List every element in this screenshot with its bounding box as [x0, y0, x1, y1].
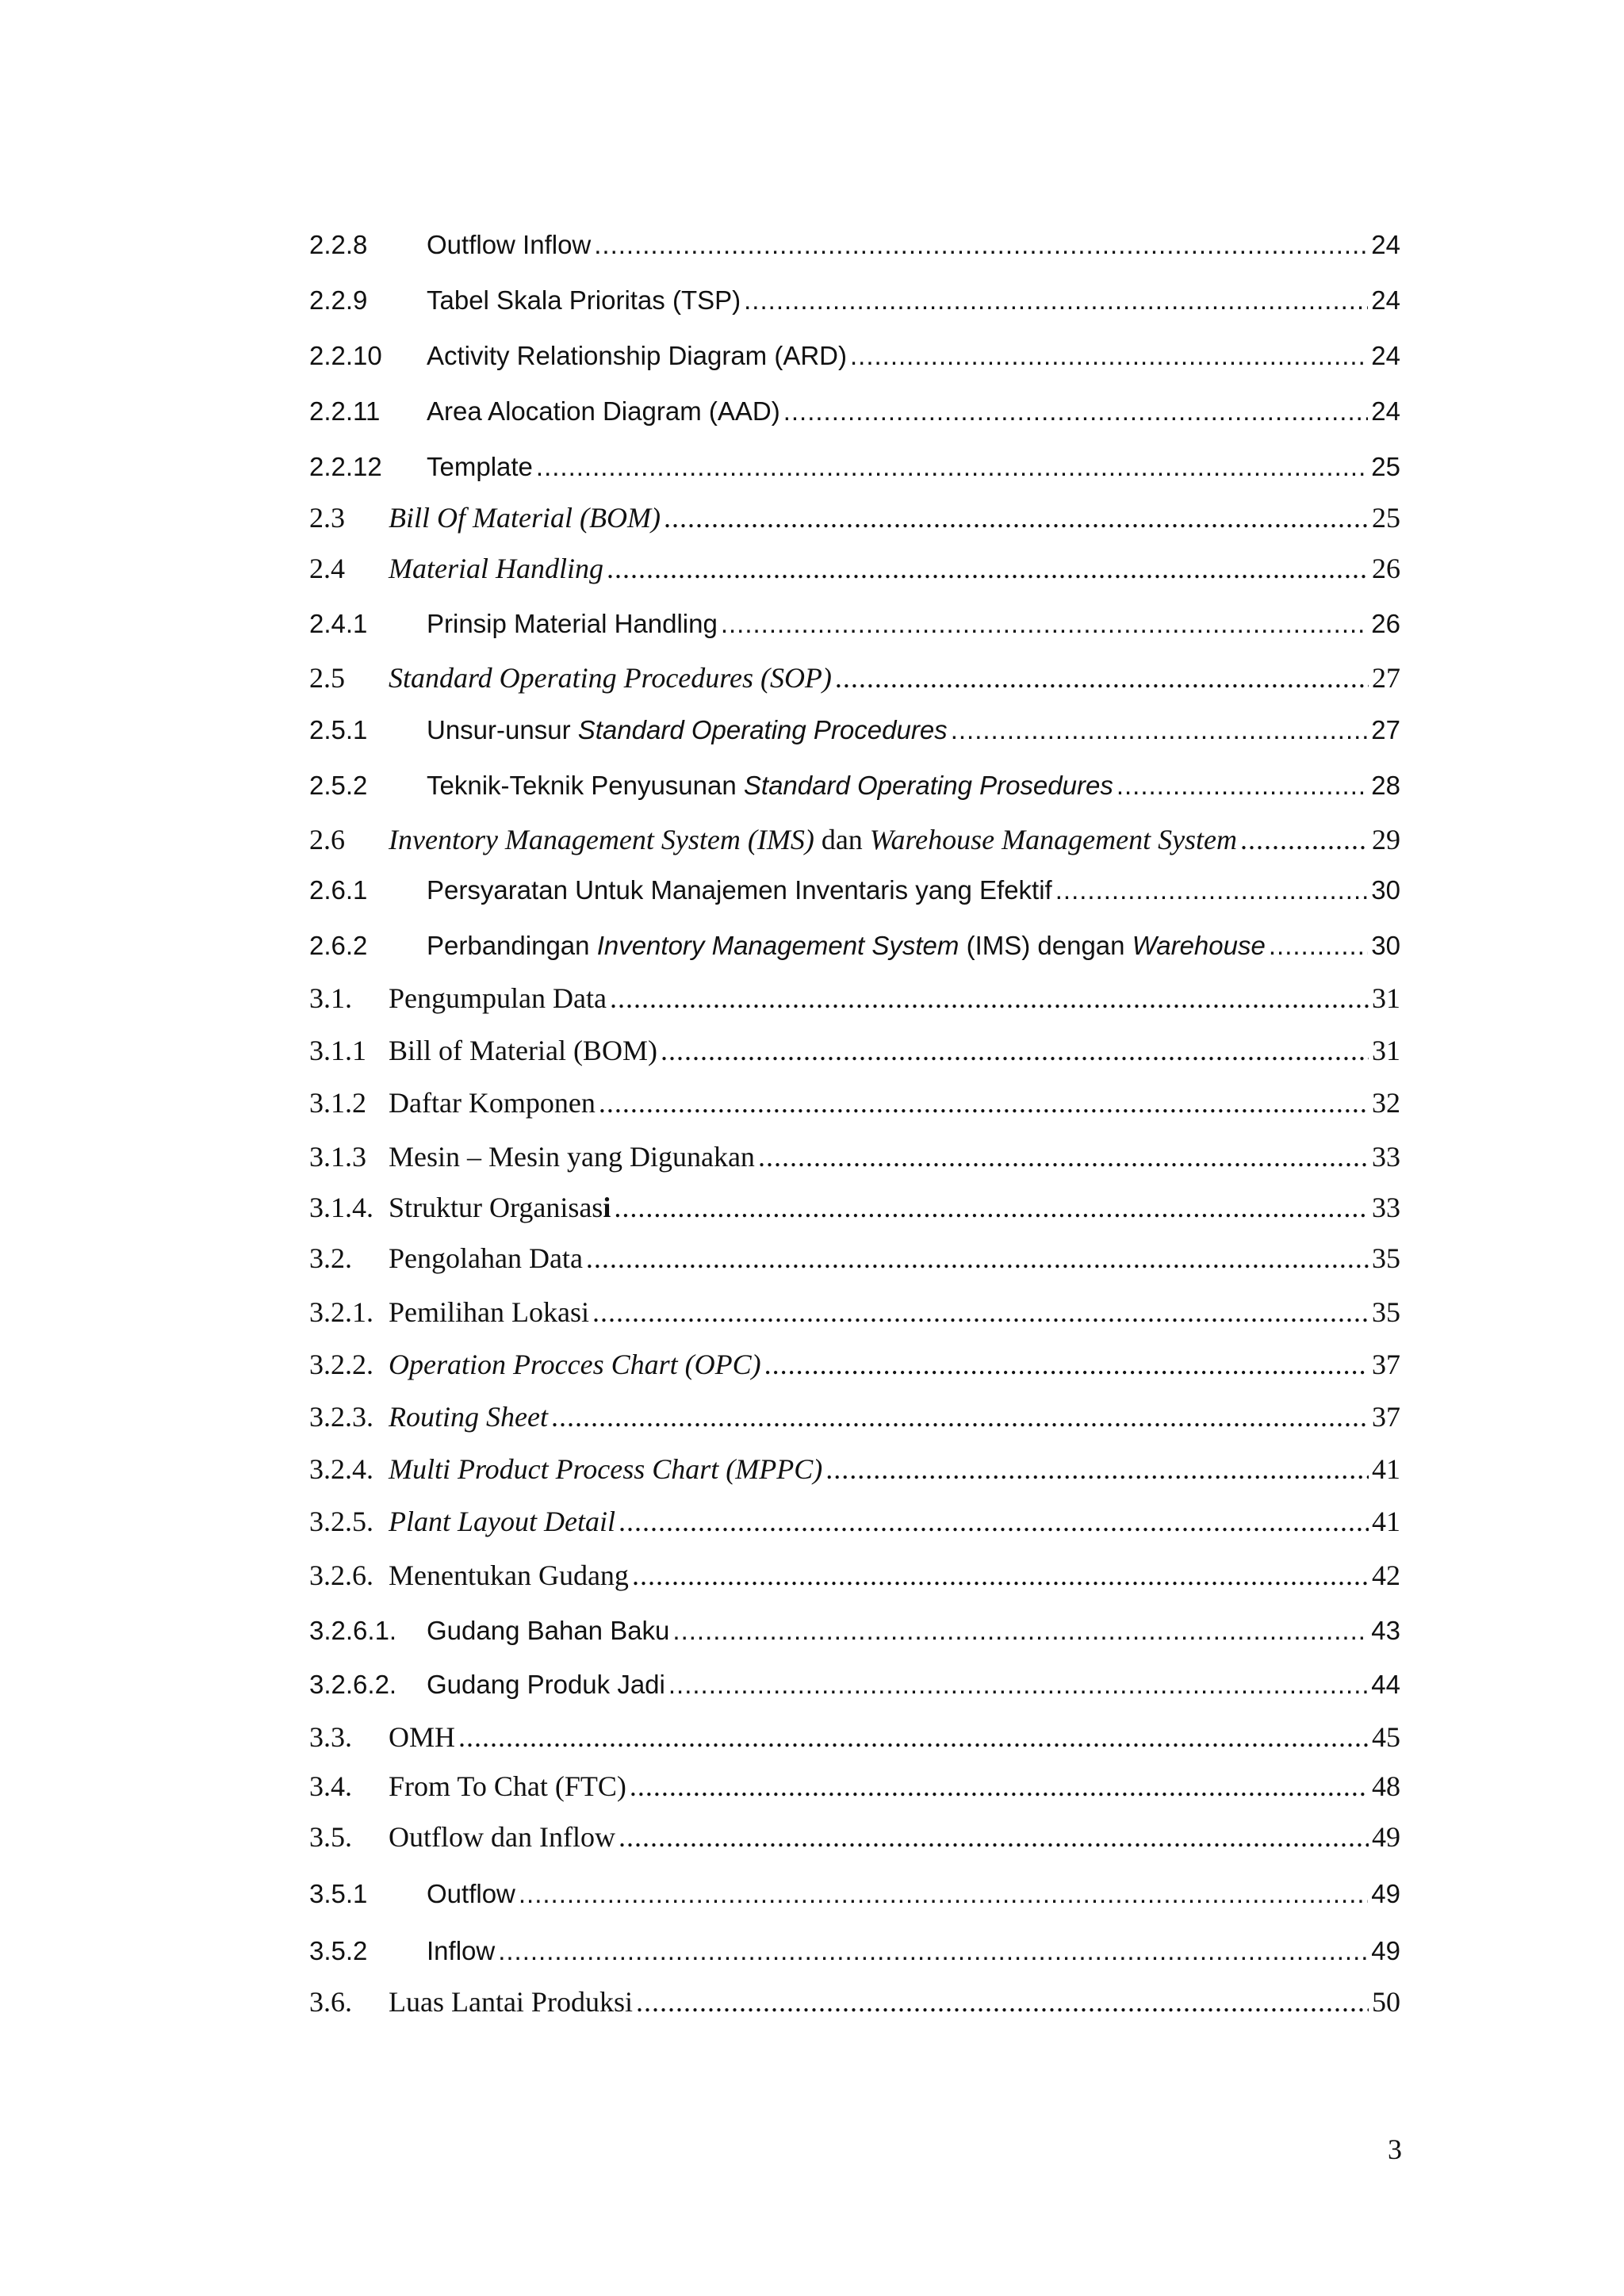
- toc-entry-page: 24: [1371, 285, 1400, 315]
- toc-dot-leader: [630, 1770, 1369, 1803]
- toc-entry-title: [389, 552, 603, 585]
- toc-entry-title-part: Multi Product Process Chart (MPPC): [389, 1453, 823, 1485]
- toc-entry-title: [389, 823, 1237, 856]
- toc-entry-number: 2.6.2: [309, 931, 368, 960]
- toc-entry-title-part: Operation Procces Chart (OPC): [389, 1349, 761, 1380]
- toc-entry-number: 3.1.: [309, 982, 352, 1014]
- toc-entry[interactable]: [309, 924, 1400, 961]
- toc-entry-title-part: Area Alocation Diagram (AAD): [427, 396, 780, 426]
- toc-entry[interactable]: [309, 1345, 1400, 1381]
- toc-entry-title: [389, 501, 661, 534]
- toc-entry-page: 31: [1372, 1035, 1400, 1066]
- toc-entry[interactable]: [309, 869, 1400, 905]
- toc-entry[interactable]: [309, 1292, 1400, 1329]
- toc-entry[interactable]: [309, 498, 1400, 534]
- toc-entry-title: [427, 1616, 669, 1646]
- toc-entry-title: [427, 875, 1052, 905]
- toc-entry[interactable]: [309, 1930, 1400, 1966]
- toc-entry[interactable]: [309, 1083, 1400, 1119]
- toc-entry-title: [389, 1400, 548, 1433]
- toc-entry-title-part: Outflow dan Inflow: [389, 1821, 615, 1853]
- toc-dot-leader: [614, 1191, 1369, 1224]
- toc-entry-number: 3.4.: [309, 1770, 352, 1802]
- toc-entry-page: 28: [1371, 771, 1400, 800]
- toc-entry-page: 49: [1371, 1879, 1400, 1908]
- toc-entry-title-part: Pemilihan Lokasi: [389, 1296, 589, 1328]
- toc-entry-number: 2.2.8: [309, 230, 368, 259]
- toc-entry-title: [389, 982, 607, 1015]
- toc-entry-title: [389, 1086, 596, 1119]
- toc-dot-leader: [551, 1400, 1369, 1433]
- toc-entry-title-part: Perbandingan: [427, 931, 597, 960]
- toc-dot-leader: [636, 1985, 1369, 2019]
- toc-entry-title: [389, 1720, 455, 1754]
- toc-entry-title: [389, 1348, 761, 1381]
- toc-entry-title-part: Unsur-unsur: [427, 715, 578, 744]
- toc-entry-title: [389, 1505, 615, 1538]
- toc-entry-title: [427, 285, 741, 316]
- toc-entry-number: 3.2.2.: [309, 1349, 373, 1380]
- toc-dot-leader: [835, 661, 1369, 695]
- toc-entry[interactable]: [309, 1449, 1400, 1486]
- toc-dot-leader: [536, 452, 1368, 482]
- toc-entry-title-part: Gudang Produk Jadi: [427, 1670, 665, 1699]
- toc-entry[interactable]: [309, 224, 1400, 260]
- toc-entry-page: 48: [1372, 1770, 1400, 1802]
- toc-entry-title-part: i: [603, 1192, 611, 1223]
- toc-entry[interactable]: [309, 1031, 1400, 1067]
- toc-entry-title-part: Inventory Management System (IMS): [389, 824, 814, 855]
- toc-entry-title-part: Inventory Management System: [596, 931, 959, 960]
- toc-entry-number: 2.4: [309, 553, 345, 584]
- toc-entry-page: 41: [1372, 1506, 1400, 1537]
- toc-dot-leader: [825, 1452, 1369, 1486]
- toc-entry-page: 44: [1371, 1670, 1400, 1699]
- toc-entry[interactable]: [309, 978, 1400, 1015]
- toc-entry-title: [427, 341, 847, 371]
- toc-entry-page: 43: [1371, 1616, 1400, 1645]
- toc-entry[interactable]: [309, 1137, 1400, 1173]
- toc-entry-number: 2.2.10: [309, 341, 382, 370]
- toc-entry[interactable]: [309, 820, 1400, 856]
- toc-dot-leader: [1269, 931, 1368, 961]
- toc-entry-number: 3.2.6.1.: [309, 1616, 397, 1645]
- toc-entry-title-part: Luas Lantai Produksi: [389, 1986, 633, 2018]
- toc-dot-leader: [758, 1140, 1369, 1173]
- toc-entry-number: 3.2.: [309, 1242, 352, 1274]
- toc-entry-page: 31: [1372, 982, 1400, 1014]
- toc-entry-page: 37: [1372, 1349, 1400, 1380]
- toc-entry-page: 24: [1371, 341, 1400, 370]
- toc-dot-leader: [764, 1348, 1369, 1381]
- toc-entry-title: [427, 1936, 495, 1966]
- toc-entry-page: 25: [1372, 502, 1400, 534]
- toc-dot-leader: [1240, 823, 1369, 856]
- toc-entry-title-part: Pengolahan Data: [389, 1242, 583, 1274]
- toc-entry-number: 2.5: [309, 662, 345, 694]
- toc-entry-title: [427, 1670, 665, 1700]
- toc-entry-title-part: From To Chat (FTC): [389, 1770, 626, 1802]
- toc-entry[interactable]: [309, 1556, 1400, 1592]
- toc-entry-title-part: Warehouse: [1132, 931, 1266, 960]
- toc-dot-leader: [672, 1616, 1368, 1646]
- toc-entry-title-part: Persyaratan Untuk Manajemen Inventaris yang Efektif: [427, 875, 1052, 905]
- toc-entry-title: [427, 609, 718, 639]
- toc-entry-title-part: Daftar Komponen: [389, 1087, 596, 1119]
- toc-entry-page: 49: [1371, 1936, 1400, 1965]
- toc-entry[interactable]: [309, 446, 1400, 482]
- toc-entry-title-part: Prinsip Material Handling: [427, 609, 718, 638]
- toc-entry-title: [389, 1191, 611, 1224]
- toc-dot-leader: [668, 1670, 1368, 1700]
- toc-entry-title: [389, 1820, 615, 1854]
- toc-entry[interactable]: [309, 1397, 1400, 1433]
- toc-entry-page: 27: [1372, 662, 1400, 694]
- toc-entry-title-part: Material Handling: [389, 553, 603, 584]
- toc-entry-title: [427, 452, 533, 482]
- toc-entry-number: 3.2.5.: [309, 1506, 373, 1537]
- toc-entry-title-part: Inflow: [427, 1936, 496, 1965]
- toc-dot-leader: [744, 285, 1368, 316]
- toc-entry-page: 25: [1371, 452, 1400, 481]
- toc-entry-title-part: Plant Layout Detail: [389, 1506, 615, 1537]
- toc-entry-title-part: OMH: [389, 1721, 456, 1753]
- toc-entry-number: 3.5.2: [309, 1936, 368, 1965]
- toc-entry-title-part: Outflow: [427, 1879, 515, 1908]
- toc-entry[interactable]: [309, 279, 1400, 316]
- toc-dot-leader: [850, 341, 1368, 371]
- toc-entry-page: 30: [1371, 931, 1400, 960]
- toc-entry-page: 35: [1372, 1296, 1400, 1328]
- toc-entry-number: 3.3.: [309, 1721, 352, 1753]
- toc-entry-title: [389, 1452, 822, 1486]
- toc-entry-title-part: Bill Of Material (BOM): [389, 502, 661, 534]
- toc-entry-number: 3.1.3: [309, 1141, 366, 1173]
- toc-dot-leader: [599, 1086, 1369, 1119]
- toc-entry[interactable]: [309, 1502, 1400, 1538]
- toc-entry-number: 3.2.6.2.: [309, 1670, 397, 1699]
- toc-entry-title-part: Activity Relationship Diagram (ARD): [427, 341, 847, 370]
- toc-entry-page: 33: [1372, 1192, 1400, 1223]
- toc-entry-title-part: Outflow Inflow: [427, 230, 592, 259]
- toc-entry-title: [427, 771, 1113, 801]
- toc-entry-number: 3.2.6.: [309, 1559, 373, 1591]
- toc-dot-leader: [619, 1820, 1369, 1854]
- toc-entry-title-part: Teknik-Teknik Penyusunan: [427, 771, 744, 800]
- toc-entry[interactable]: [309, 549, 1400, 585]
- toc-entry-title-part: Standard Operating Prosedures: [743, 771, 1113, 800]
- toc-entry-title-part: Gudang Bahan Baku: [427, 1616, 670, 1645]
- toc-entry-number: 3.1.1: [309, 1035, 366, 1066]
- toc-entry[interactable]: [309, 709, 1400, 745]
- toc-dot-leader: [632, 1559, 1369, 1592]
- toc-entry[interactable]: [309, 1873, 1400, 1909]
- toc-entry-number: 2.2.12: [309, 452, 382, 481]
- toc-entry-title-part: Tabel Skala Prioritas (TSP): [427, 285, 741, 315]
- toc-entry[interactable]: [309, 1982, 1400, 2019]
- toc-entry-title-part: dan: [814, 824, 870, 855]
- toc-entry[interactable]: [309, 658, 1400, 695]
- toc-entry-title-part: Standard Operating Procedures (SOP): [389, 662, 832, 694]
- toc-entry-number: 3.2.4.: [309, 1453, 373, 1485]
- toc-entry[interactable]: [309, 603, 1400, 639]
- toc-entry-page: 24: [1371, 396, 1400, 426]
- toc-entry-title: [427, 1879, 515, 1909]
- toc-dot-leader: [1116, 771, 1368, 801]
- toc-entry-number: 2.4.1: [309, 609, 368, 638]
- toc-entry-title: [389, 1770, 626, 1803]
- toc-entry-title: [389, 1295, 589, 1329]
- toc-entry-title-part: Template: [427, 452, 533, 481]
- toc-entry-title: [427, 230, 591, 260]
- toc-dot-leader: [661, 1034, 1369, 1067]
- toc-entry-title-part: Standard Operating Procedures: [577, 715, 948, 744]
- toc-entry-page: 29: [1372, 824, 1400, 855]
- toc-dot-leader: [594, 230, 1368, 260]
- toc-entry-page: 26: [1372, 553, 1400, 584]
- toc-entry[interactable]: [309, 1766, 1400, 1803]
- toc-entry-title-part: Menentukan Gudang: [389, 1559, 629, 1591]
- toc-entry-page: 42: [1372, 1559, 1400, 1591]
- toc-entry-number: 2.2.9: [309, 285, 368, 315]
- toc-entry-page: 35: [1372, 1242, 1400, 1274]
- toc-entry-title: [389, 1034, 657, 1067]
- toc-entry-title: [389, 1559, 629, 1592]
- toc-entry-page: 49: [1372, 1821, 1400, 1853]
- toc-entry-page: 37: [1372, 1401, 1400, 1433]
- toc-entry-title: [427, 931, 1266, 961]
- toc-entry-number: 3.5.1: [309, 1879, 368, 1908]
- toc-entry-title-part: Routing Sheet: [389, 1401, 548, 1433]
- toc-entry-page: 41: [1372, 1453, 1400, 1485]
- toc-entry-title: [389, 1140, 755, 1173]
- toc-entry-title: [427, 396, 780, 427]
- toc-entry-number: 2.6.1: [309, 875, 368, 905]
- toc-entry[interactable]: [309, 1663, 1400, 1700]
- toc-dot-leader: [783, 396, 1369, 427]
- toc-entry-number: 3.2.3.: [309, 1401, 373, 1433]
- toc-entry[interactable]: [309, 1717, 1400, 1754]
- toc-entry-title: [427, 715, 948, 745]
- toc-entry-title: [389, 1985, 633, 2019]
- toc-entry-title-part: (IMS) dengan: [959, 931, 1132, 960]
- toc-entry-number: 3.2.1.: [309, 1296, 373, 1328]
- toc-entry-page: 32: [1372, 1087, 1400, 1119]
- toc-entry[interactable]: [309, 335, 1400, 371]
- toc-dot-leader: [458, 1720, 1369, 1754]
- toc-entry-page: 26: [1371, 609, 1400, 638]
- toc-dot-leader: [586, 1242, 1369, 1275]
- toc-entry[interactable]: [309, 1188, 1400, 1224]
- toc-entry[interactable]: [309, 390, 1400, 427]
- toc-entry-title: [389, 1242, 583, 1275]
- toc-entry[interactable]: [309, 1817, 1400, 1854]
- toc-entry-title-part: Warehouse Management System: [869, 824, 1238, 855]
- toc-dot-leader: [664, 501, 1369, 534]
- toc-entry-title: [389, 661, 832, 695]
- toc-entry-title-part: Struktur Organisas: [389, 1192, 603, 1223]
- toc-entry-number: 2.5.2: [309, 771, 368, 800]
- toc-dot-leader: [1055, 875, 1369, 905]
- toc-entry-page: 30: [1371, 875, 1400, 905]
- toc-dot-leader: [519, 1879, 1368, 1909]
- toc-dot-leader: [498, 1936, 1368, 1966]
- toc-dot-leader: [607, 552, 1369, 585]
- toc-entry-number: 2.5.1: [309, 715, 368, 744]
- toc-entry-number: 3.6.: [309, 1986, 352, 2018]
- toc-entry[interactable]: [309, 1238, 1400, 1275]
- toc-dot-leader: [619, 1505, 1369, 1538]
- toc-entry-page: 33: [1372, 1141, 1400, 1173]
- toc-dot-leader: [592, 1295, 1369, 1329]
- toc-dot-leader: [610, 982, 1369, 1015]
- toc-entry-number: 2.2.11: [309, 396, 381, 426]
- toc-entry-page: 45: [1372, 1721, 1400, 1753]
- toc-entry-number: 2.3: [309, 502, 345, 534]
- toc-dot-leader: [951, 715, 1369, 745]
- toc-entry-page: 27: [1371, 715, 1400, 744]
- toc-entry[interactable]: [309, 1609, 1400, 1646]
- page-number: 3: [1388, 2133, 1402, 2165]
- toc-entry[interactable]: [309, 764, 1400, 801]
- toc-entry-title-part: Mesin – Mesin yang Digunakan: [389, 1141, 755, 1173]
- toc-entry-number: 3.5.: [309, 1821, 352, 1853]
- toc-dot-leader: [721, 609, 1368, 639]
- toc-entry-page: 50: [1372, 1986, 1400, 2018]
- toc-entry-page: 24: [1371, 230, 1400, 259]
- toc-entry-number: 3.1.2: [309, 1087, 366, 1119]
- toc-entry-title-part: Pengumpulan Data: [389, 982, 607, 1014]
- toc-entry-number: 2.6: [309, 824, 345, 855]
- toc-entry-title-part: Bill of Material (BOM): [389, 1035, 657, 1066]
- toc-entry-number: 3.1.4.: [309, 1192, 373, 1223]
